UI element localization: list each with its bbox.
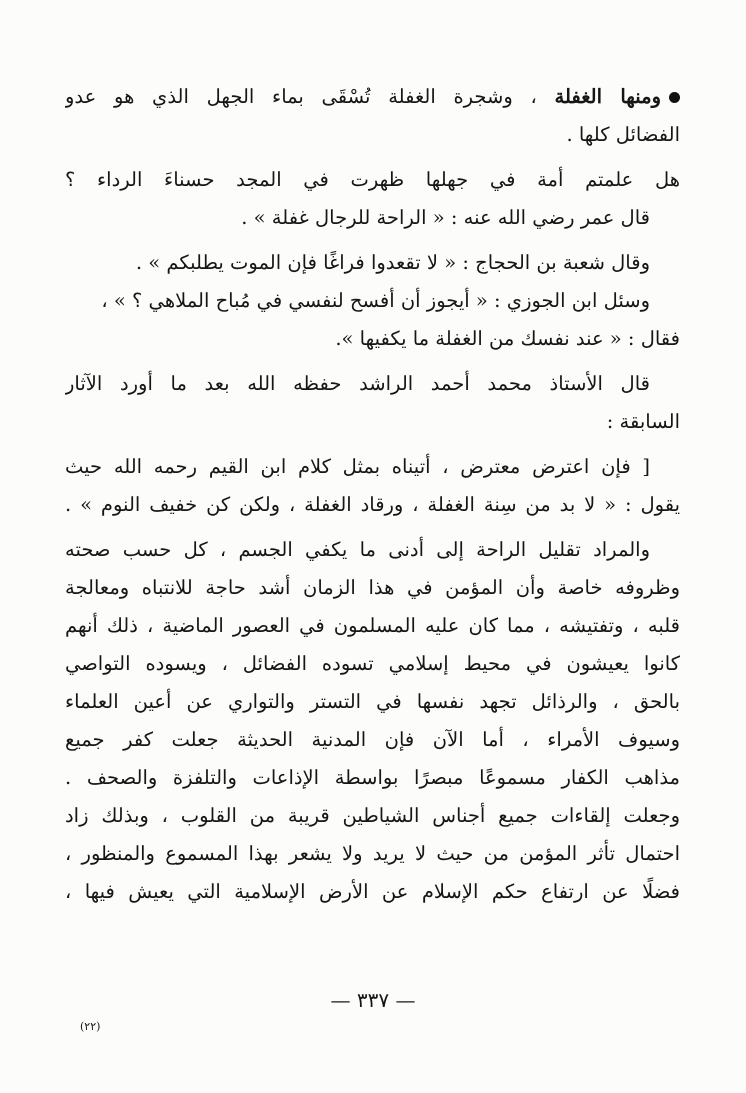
paragraph-body-line: كانوا يعيشون في محيط إسلامي تسوده الفضائل ، ويسوده التواصي — [65, 652, 680, 675]
paragraph-body-line: وظروفه خاصة وأن المؤمن في هذا الزمان أشد حاجة للانتباه ومعالجة — [65, 576, 680, 599]
quote-shuba: وقال شعبة بن الحجاج : « لا تقعدوا فراغًا فإن الموت يطلبكم » . — [135, 251, 650, 274]
page-number: — ٣٣٧ — — [330, 988, 416, 1012]
paragraph-rashed-line-2: السابقة : — [606, 410, 680, 433]
paragraph-rashed-line-1: قال الأستاذ محمد أحمد الراشد حفظه الله بعد ما أورد الآثار — [65, 372, 650, 395]
paragraph-body-line: وجعلت إلقاءات جميع أجناس الشياطين قريبة من القلوب ، وبذلك زاد — [65, 804, 680, 827]
quote-ibn-aljawzi-question: وسئل ابن الجوزي : « أيجوز أن أفسح لنفسي في مُباح الملاهي ؟ » ، — [101, 289, 650, 312]
paragraph-body-line: وسيوف الأمراء ، أما الآن فإن المدنية الحديثة جعلت كفر جميع — [65, 728, 680, 751]
paragraph-body-line: بالحق ، والرذائل تجهد نفسها في التستر والتواري عن أعين العلماء — [65, 690, 680, 713]
paragraph-ibn-qayyim-line-2: يقول : « لا بد من سِنة الغفلة ، ورقاد الغفلة ، ولكن كن خفيف النوم » . — [65, 493, 680, 516]
paragraph-body-line: والمراد تقليل الراحة إلى أدنى ما يكفي الجسم ، كل حسب صحته — [65, 538, 650, 561]
page-text — [65, 78, 680, 911]
quote-omar: قال عمر رضي الله عنه : « الراحة للرجال غفلة » . — [241, 206, 650, 229]
paragraph-body-line: فضلًا عن ارتفاع حكم الإسلام عن الأرض الإسلامية التي يعيش فيها ، — [65, 880, 680, 903]
paragraph-body-line: مذاهب الكفار مسموعًا مبصرًا بواسطة الإذاعات والتلفزة والصحف . — [65, 766, 680, 789]
poetry-verse: هل علمتم أمة في جهلها ظهرت في المجد حسناءَ الرداء ؟ — [65, 168, 680, 191]
paragraph-body-line: قلبه ، وتفتيشه ، مما كان عليه المسلمون في العصور الماضية ، ذلك أنهم — [65, 614, 680, 637]
paragraph-ghafla-line-2: الفضائل كلها . — [566, 123, 680, 146]
keyword-ghafla: ومنها الغفلة — [554, 85, 661, 108]
quote-ibn-aljawzi-answer: فقال : « عند نفسك من الغفلة ما يكفيها ». — [335, 327, 680, 350]
paragraph-body-line: احتمال تأثر المؤمن من حيث لا يريد ولا يشعر بهذا المسموع والمنظور ، — [65, 842, 680, 865]
paragraph-ibn-qayyim-line-1: [ فإن اعترض معترض ، أتيناه بمثل كلام ابن القيم رحمه الله حيث — [65, 455, 650, 478]
footnote-mark: (٢٢) — [80, 1020, 101, 1033]
paragraph-ghafla-line-1: ومنها الغفلة ، وشجرة الغفلة تُسْقَى بماء الجهل الذي هو عدو — [65, 78, 680, 116]
bullet-icon — [669, 92, 680, 103]
